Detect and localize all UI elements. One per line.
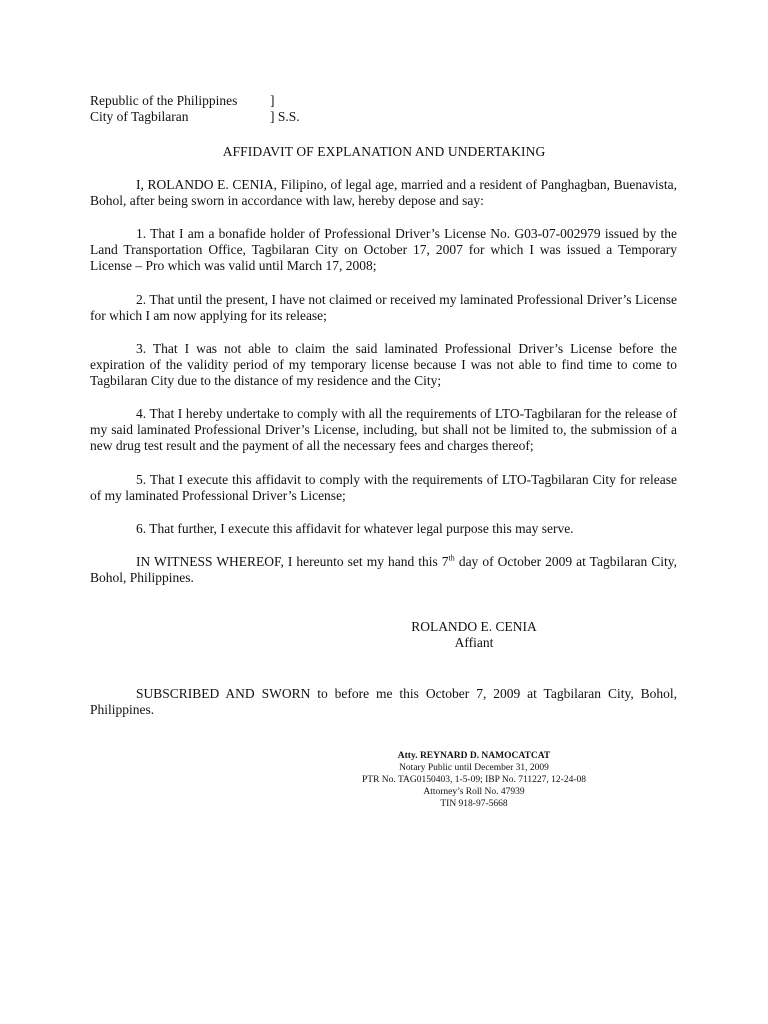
- affiant-role: Affiant: [454, 635, 494, 650]
- notary-tin: TIN 918-97-5668: [440, 799, 508, 809]
- notary-ptr-ibp: PTR No. TAG0150403, 1-5-09; IBP No. 711227, 12-24-08: [362, 775, 586, 785]
- venue-republic-bracket: ]: [270, 93, 275, 108]
- witness-text-start: IN WITNESS WHEREOF, I hereunto set my hand this 7: [136, 554, 449, 569]
- witness-text-end: day of October 2009 at Tagbilaran City, Bohol, Philippines.: [90, 554, 677, 585]
- venue-ss-bracket: ] S.S.: [270, 109, 300, 124]
- affiant-signature-block: [400, 619, 548, 651]
- document-title: AFFIDAVIT OF EXPLANATION AND UNDERTAKING: [222, 144, 546, 159]
- paragraph-6: 6. That further, I execute this affidavit for whatever legal purpose this may serve.: [136, 521, 574, 536]
- venue-row-republic: [90, 93, 677, 109]
- affiant-name: ROLANDO E. CENIA: [411, 619, 537, 634]
- paragraph-4: 4. That I hereby undertake to comply with all the requirements of LTO-Tagbilaran for the release of my said laminated Professional Driver’s License, including, but shall not be limited to, the submission of a new drug test result and the payment of all the necessary fees and charges thereof;: [90, 406, 677, 453]
- venue-republic-label: Republic of the Philippines: [90, 93, 238, 108]
- witness-ordinal-suffix: th: [448, 553, 455, 563]
- paragraph-2: 2. That until the present, I have not claimed or received my laminated Professional Driver’s License for which I am now applying for its release;: [90, 292, 677, 323]
- venue-block: [90, 93, 677, 125]
- notary-name: Atty. REYNARD D. NAMOCATCAT: [397, 751, 551, 761]
- notary-roll-number: Attorney’s Roll No. 47939: [423, 787, 525, 797]
- venue-row-city: [90, 109, 677, 125]
- paragraph-5: 5. That I execute this affidavit to comply with the requirements of LTO-Tagbilaran City for release of my laminated Professional Driver’s License;: [90, 472, 677, 503]
- intro-paragraph: I, ROLANDO E. CENIA, Filipino, of legal age, married and a resident of Panghagban, Buenavista, Bohol, after being sworn in accordance with law, hereby depose and say:: [90, 177, 677, 208]
- jurat-paragraph: SUBSCRIBED AND SWORN to before me this October 7, 2009 at Tagbilaran City, Bohol, Philippines.: [90, 686, 677, 717]
- venue-city-label: City of Tagbilaran: [90, 109, 189, 124]
- witness-paragraph: [90, 554, 677, 586]
- notary-commission: Notary Public until December 31, 2009: [399, 763, 549, 773]
- paragraph-1: 1. That I am a bonafide holder of Professional Driver’s License No. G03-07-002979 issued by the Land Transportation Office, Tagbilaran City on October 17, 2007 for which I was issued a Temporary License – Pro which was valid until March 17, 2008;: [90, 226, 677, 273]
- notary-block: [340, 750, 608, 810]
- paragraph-3: 3. That I was not able to claim the said laminated Professional Driver’s License before the expiration of the validity period of my temporary license because I was not able to find time to come to Tagbilaran City due to the distance of my residence and the City;: [90, 341, 677, 388]
